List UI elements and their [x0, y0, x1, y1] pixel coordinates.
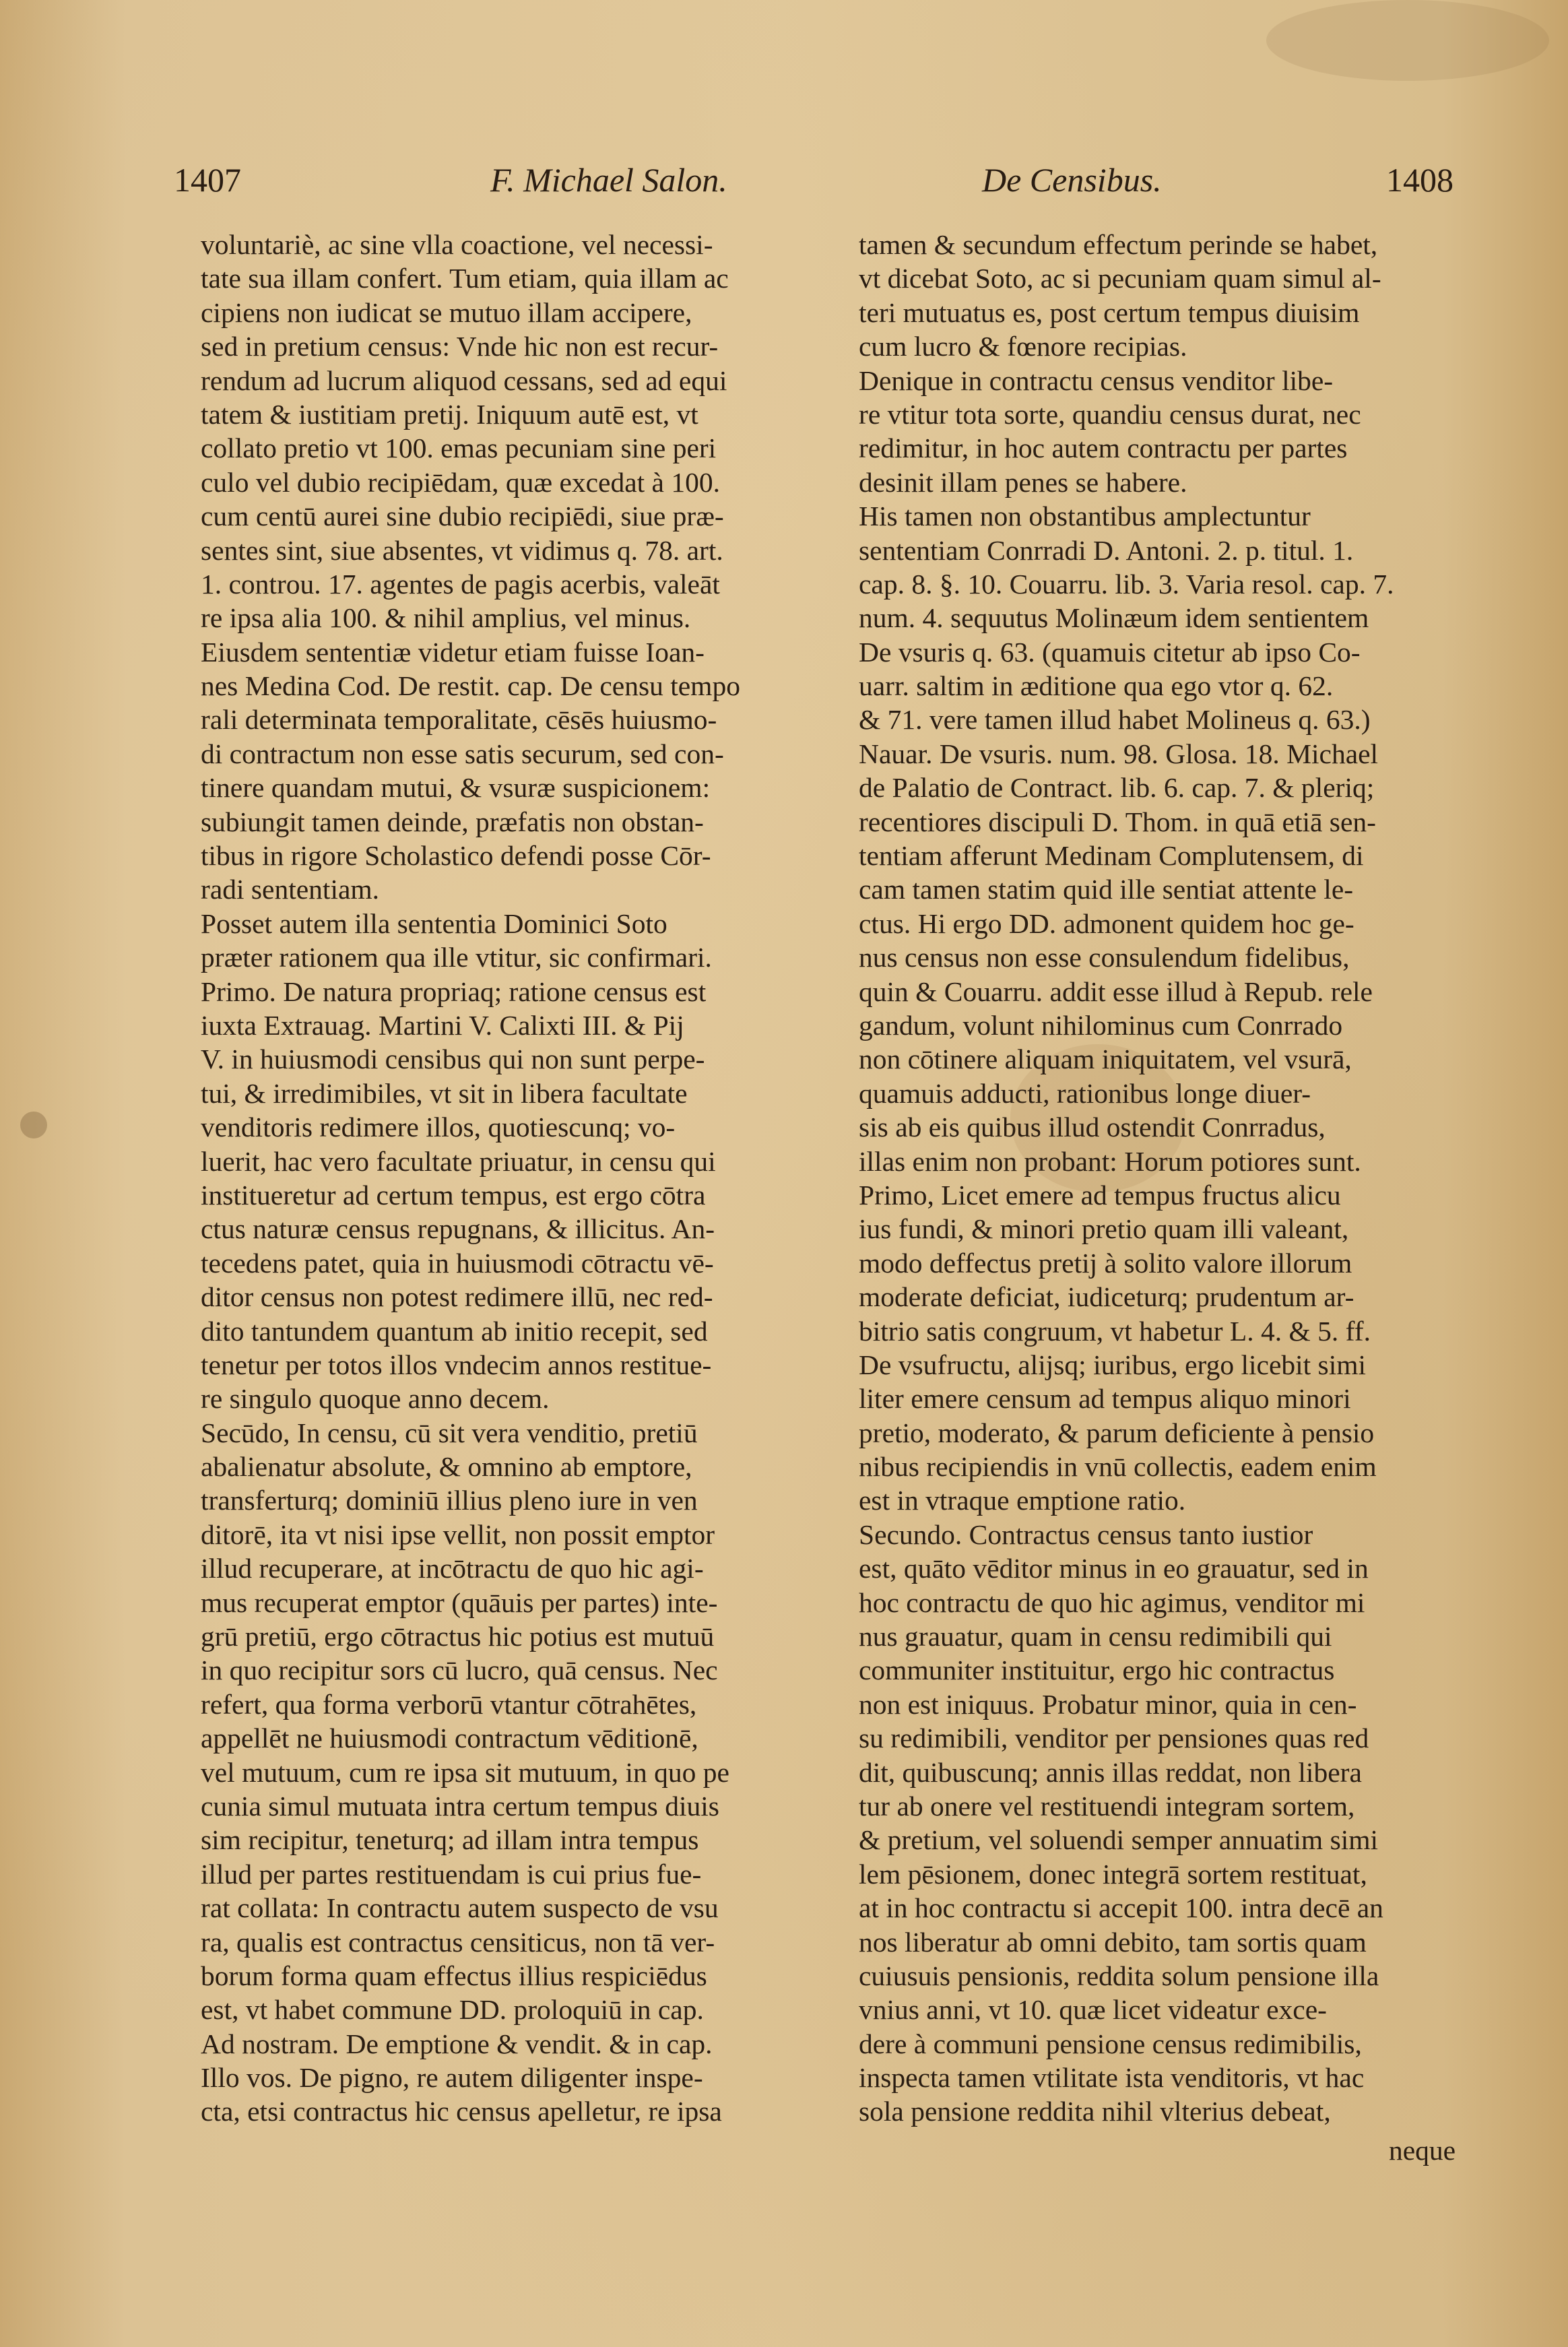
- text-line: nus census non esse consulendum fidelibus,: [859, 942, 1350, 973]
- page-header: [174, 160, 1453, 214]
- text-line: transferturq; dominiū illius pleno iure in ven: [201, 1485, 698, 1516]
- text-line: dere à communi pensione census redimibilis,: [859, 2028, 1362, 2059]
- text-line: quin & Couarru. addit esse illud à Repub. rele: [859, 975, 1373, 1007]
- text-line: re ipsa alia 100. & nihil amplius, vel minus.: [201, 602, 691, 634]
- text-column-right: [859, 228, 1462, 2129]
- text-line: tamen & secundum effectum perinde se habet,: [859, 229, 1378, 260]
- text-line: subiungit tamen deinde, præfatis non obstan-: [201, 806, 704, 837]
- text-line: sentes sint, siue absentes, vt vidimus q. 78. art.: [201, 534, 723, 566]
- text-line: ditorē, ita vt nisi ipse vellit, non possit emptor: [201, 1518, 715, 1550]
- text-line: nes Medina Cod. De restit. cap. De censu tempo: [201, 670, 740, 702]
- text-line: De vsuris q. 63. (quamuis citetur ab ipso Co-: [859, 636, 1361, 668]
- text-line: & pretium, vel soluendi semper annuatim simi: [859, 1824, 1379, 1856]
- text-line: tatem & iustitiam pretij. Iniquum autē est, vt: [201, 398, 698, 430]
- text-line: rali determinata temporalitate, cēsēs huiusmo-: [201, 704, 717, 736]
- text-line: moderate deficiat, iudiceturq; prudentum ar-: [859, 1281, 1354, 1313]
- text-line: re vtitur tota sorte, quandiu census durat, nec: [859, 398, 1361, 430]
- text-line: Secundo. Contractus census tanto iustior: [859, 1518, 1313, 1550]
- text-line: cum centū aurei sine dubio recipiēdi, siue præ-: [201, 501, 724, 532]
- text-column-left: [201, 228, 804, 2129]
- text-line: tentiam afferunt Medinam Complutensem, di: [859, 840, 1364, 872]
- text-line: appellēt ne huiusmodi contractum vēditionē,: [201, 1723, 698, 1754]
- text-line: redimitur, in hoc autem contractu per partes: [859, 432, 1348, 464]
- text-line: V. in huiusmodi censibus qui non sunt perpe-: [201, 1043, 705, 1075]
- text-line: num. 4. sequutus Molinæum idem sentientem: [859, 602, 1369, 634]
- text-line: est in vtraque emptione ratio.: [859, 1485, 1186, 1516]
- text-line: iuxta Extrauag. Martini V. Calixti III. & Pij: [201, 1009, 684, 1041]
- running-head-title: De Censibus.: [982, 161, 1162, 199]
- text-line: cam tamen statim quid ille sentiat attente le-: [859, 874, 1354, 905]
- text-line: sola pensione reddita nihil vlterius debeat,: [859, 2096, 1331, 2127]
- text-line: & 71. vere tamen illud habet Molineus q. 63.): [859, 704, 1371, 736]
- text-line: pretio, moderato, & parum deficiente à pensio: [859, 1417, 1375, 1448]
- text-line: cuiusuis pensionis, reddita solum pensione illa: [859, 1960, 1379, 1991]
- text-line: voluntariè, ac sine vlla coactione, vel necessi-: [201, 229, 713, 260]
- text-line: dito tantundem quantum ab initio recepit, sed: [201, 1315, 708, 1347]
- text-line: cipiens non iudicat se mutuo illam accipere,: [201, 296, 692, 328]
- paper-stain: [20, 1112, 47, 1138]
- text-line: Secūdo, In censu, cū sit vera venditio, pretiū: [201, 1417, 698, 1448]
- text-line: di contractum non esse satis securum, sed con-: [201, 738, 724, 769]
- text-line: gandum, volunt nihilominus cum Conrrado: [859, 1009, 1343, 1041]
- paper-stain: [1266, 0, 1549, 81]
- text-line: Posset autem illa sententia Dominici Soto: [201, 907, 667, 939]
- text-line: in quo recipitur sors cū lucro, quā census. Nec: [201, 1654, 718, 1686]
- text-line: est, vt habet commune DD. proloquiū in cap.: [201, 1994, 704, 2026]
- text-line: liter emere censum ad tempus aliquo minori: [859, 1383, 1351, 1415]
- text-line: sententiam Conrradi D. Antoni. 2. p. titul. 1.: [859, 534, 1354, 566]
- text-line: rat collata: In contractu autem suspecto de vsu: [201, 1892, 719, 1924]
- text-line: borum forma quam effectus illius respiciēdus: [201, 1960, 707, 1991]
- text-line: rendum ad lucrum aliquod cessans, sed ad equi: [201, 364, 727, 396]
- text-line: refert, qua forma verborū vtantur cōtrahētes,: [201, 1688, 697, 1720]
- text-line: de Palatio de Contract. lib. 6. cap. 7. & pleriq;: [859, 772, 1375, 804]
- text-line: tecedens patet, quia in huiusmodi cōtractu vē-: [201, 1247, 714, 1279]
- text-line: 1. controu. 17. agentes de pagis acerbis, valeāt: [201, 568, 720, 600]
- text-line: vt dicebat Soto, ac si pecuniam quam simul al-: [859, 263, 1381, 294]
- text-line: non cōtinere aliquam iniquitatem, vel vsurā,: [859, 1043, 1352, 1075]
- text-line: mus recuperat emptor (quāuis per partes) inte-: [201, 1586, 718, 1618]
- text-line: venditoris redimere illos, quotiescunq; vo-: [201, 1112, 676, 1143]
- text-line: tate sua illam confert. Tum etiam, quia illam ac: [201, 263, 729, 294]
- text-line: bitrio satis congruum, vt habetur L. 4. & 5. ff.: [859, 1315, 1371, 1347]
- text-line: sis ab eis quibus illud ostendit Conrradus,: [859, 1112, 1326, 1143]
- text-line: Primo, Licet emere ad tempus fructus alicu: [859, 1179, 1341, 1211]
- text-line: ditor census non potest redimere illū, nec red-: [201, 1281, 713, 1313]
- text-line: præter rationem qua ille vtitur, sic confirmari.: [201, 942, 712, 973]
- text-line: ctus. Hi ergo DD. admonent quidem hoc ge-: [859, 907, 1354, 939]
- catchword: neque: [1389, 2135, 1456, 2166]
- text-line: cunia simul mutuata intra certum tempus diuis: [201, 1790, 719, 1822]
- text-line: tui, & irredimibiles, vt sit in libera facultate: [201, 1077, 688, 1109]
- text-line: non est iniquus. Probatur minor, quia in cen-: [859, 1688, 1357, 1720]
- text-line: inspecta tamen vtilitate ista venditoris, vt hac: [859, 2062, 1365, 2094]
- text-line: modo deffectus pretij à solito valore illorum: [859, 1247, 1352, 1279]
- text-line: Nauar. De vsuris. num. 98. Glosa. 18. Michael: [859, 738, 1379, 769]
- text-line: sed in pretium census: Vnde hic non est recur-: [201, 331, 719, 362]
- text-line: Primo. De natura propriaq; ratione census est: [201, 975, 707, 1007]
- text-line: quamuis adducti, rationibus longe diuer-: [859, 1077, 1311, 1109]
- text-line: ra, qualis est contractus censiticus, non tā ver-: [201, 1926, 715, 1958]
- text-line: abalienatur absolute, & omnino ab emptore,: [201, 1451, 692, 1483]
- page-number-left: 1407: [174, 161, 241, 199]
- text-line: teri mutuatus es, post certum tempus diuisim: [859, 296, 1360, 328]
- page-number-right: 1408: [1386, 161, 1453, 199]
- text-line: Ad nostram. De emptione & vendit. & in cap.: [201, 2028, 713, 2059]
- text-line: ius fundi, & minori pretio quam illi valeant,: [859, 1213, 1349, 1245]
- text-line: est, quāto vēditor minus in eo grauatur, sed in: [859, 1553, 1369, 1584]
- text-line: tur ab onere vel restituendi integram sortem,: [859, 1790, 1355, 1822]
- text-line: cap. 8. §. 10. Couarru. lib. 3. Varia resol. cap. 7.: [859, 568, 1394, 600]
- text-line: institueretur ad certum tempus, est ergo cōtra: [201, 1179, 706, 1211]
- text-line: re singulo quoque anno decem.: [201, 1383, 550, 1415]
- text-line: vel mutuum, cum re ipsa sit mutuum, in quo pe: [201, 1756, 729, 1788]
- text-line: radi sententiam.: [201, 874, 380, 905]
- text-line: nos liberatur ab omni debito, tam sortis quam: [859, 1926, 1367, 1958]
- text-line: nus grauatur, quam in censu redimibili qui: [859, 1621, 1332, 1652]
- text-line: culo vel dubio recipiēdam, quæ excedat à 100.: [201, 466, 720, 498]
- text-line: nibus recipiendis in vnū collectis, eadem enim: [859, 1451, 1377, 1483]
- text-line: tenetur per totos illos vndecim annos restitue-: [201, 1349, 712, 1380]
- text-line: Illo vos. De pigno, re autem diligenter inspe-: [201, 2062, 703, 2094]
- text-line: desinit illam penes se habere.: [859, 466, 1187, 498]
- text-line: Eiusdem sententiæ videtur etiam fuisse Ioan-: [201, 636, 705, 668]
- text-line: hoc contractu de quo hic agimus, venditor mi: [859, 1586, 1365, 1618]
- text-line: His tamen non obstantibus amplectuntur: [859, 501, 1311, 532]
- text-line: luerit, hac vero facultate priuatur, in censu qui: [201, 1145, 716, 1177]
- text-line: lem pēsionem, donec integrā sortem restituat,: [859, 1858, 1367, 1890]
- text-line: dit, quibuscunq; annis illas reddat, non libera: [859, 1756, 1362, 1788]
- text-line: tibus in rigore Scholastico defendi posse Cōr-: [201, 840, 711, 872]
- text-line: at in hoc contractu si accepit 100. intra decē an: [859, 1892, 1383, 1924]
- text-line: illas enim non probant: Horum potiores sunt.: [859, 1145, 1361, 1177]
- text-line: recentiores discipuli D. Thom. in quā etiā sen-: [859, 806, 1376, 837]
- text-line: cta, etsi contractus hic census apelletur, re ipsa: [201, 2096, 722, 2127]
- text-line: tinere quandam mutui, & vsuræ suspicionem:: [201, 772, 711, 804]
- running-head-author: F. Michael Salon.: [490, 161, 727, 199]
- text-line: illud per partes restituendam is cui prius fue-: [201, 1858, 702, 1890]
- text-line: uarr. saltim in æditione qua ego vtor q. 62.: [859, 670, 1334, 702]
- text-line: cum lucro & fœnore recipias.: [859, 331, 1187, 362]
- text-line: illud recuperare, at incōtractu de quo hic agi-: [201, 1553, 704, 1584]
- text-line: Denique in contractu census venditor libe-: [859, 364, 1334, 396]
- text-line: ctus naturæ census repugnans, & illicitus. An-: [201, 1213, 715, 1245]
- text-line: communiter instituitur, ergo hic contractus: [859, 1654, 1335, 1686]
- text-line: su redimibili, venditor per pensiones quas red: [859, 1723, 1369, 1754]
- text-line: vnius anni, vt 10. quæ licet videatur exce-: [859, 1994, 1327, 2026]
- text-line: De vsufructu, alijsq; iuribus, ergo licebit simi: [859, 1349, 1367, 1380]
- text-line: grū pretiū, ergo cōtractus hic potius est mutuū: [201, 1621, 715, 1652]
- text-line: sim recipitur, teneturq; ad illam intra tempus: [201, 1824, 699, 1856]
- text-line: collato pretio vt 100. emas pecuniam sine peri: [201, 432, 717, 464]
